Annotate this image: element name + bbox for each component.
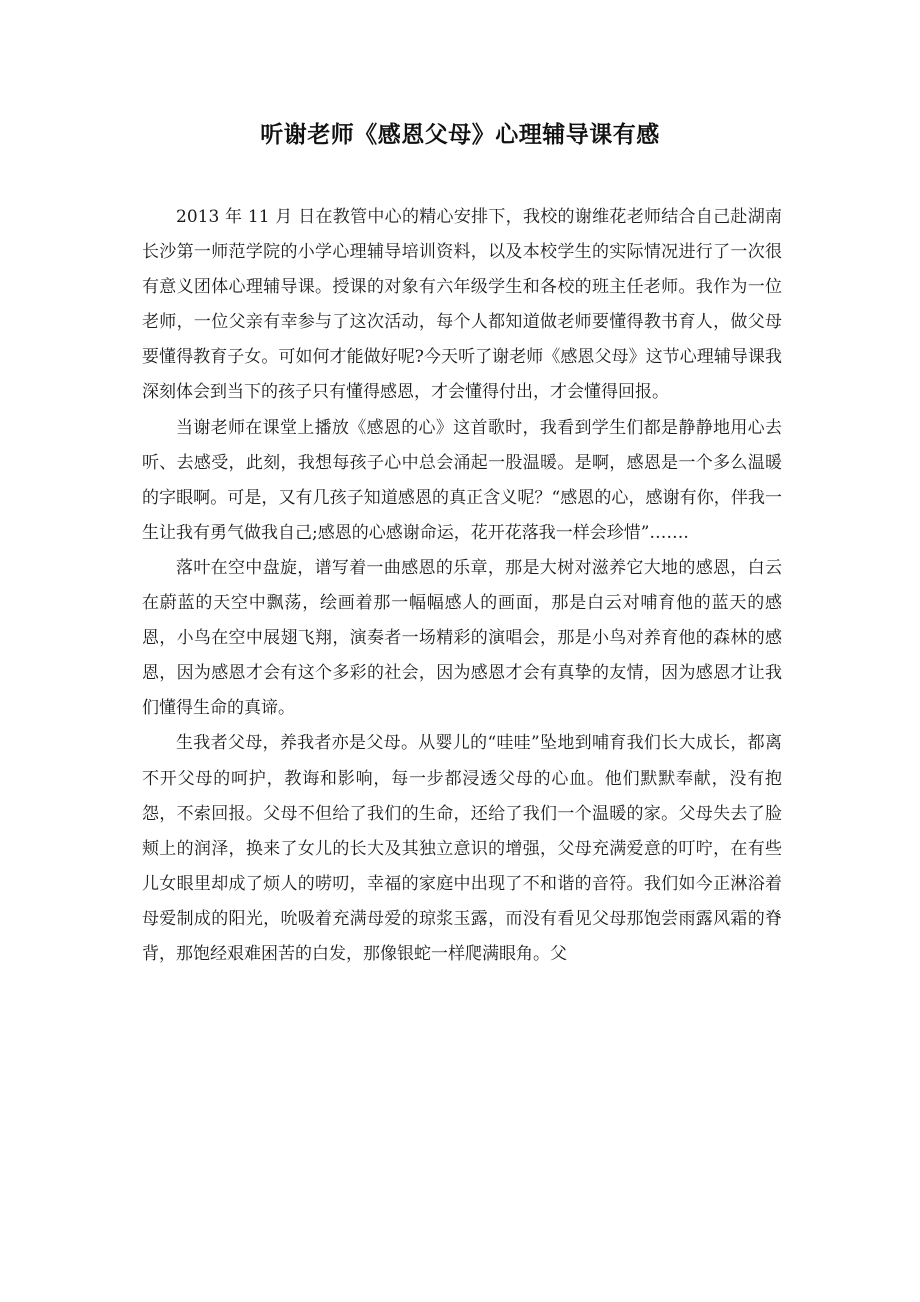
paragraph-4: 生我者父母，养我者亦是父母。从婴儿的“哇哇”坠地到哺育我们长大成长，都离不开父母的呵护，教诲和影响，每一步都浸透父母的心血。他们默默奉献，没有抱怨，不索回报。父母不但给了我们的生命，还给了我们一个温暖的家。父母失去了脸颊上的润泽，换来了女儿的长大及其独立意识的增强，父母充满爱意的叮咛，在有些儿女眼里却成了烦人的唠叨，幸福的家庭中出现了不和谐的音符。我们如今正淋浴着母爱制成的阳光，吮吸着充满母爱的琼浆玉露，而没有看见父母那饱尝雨露风霜的脊背，那饱经艰难困苦的白发，那像银蛇一样爬满眼角。父 [142,733,782,964]
paragraph-3: 落叶在空中盘旋，谱写着一曲感恩的乐章，那是大树对滋养它大地的感恩，白云在蔚蓝的天空中飘荡，绘画着那一幅幅感人的画面，那是白云对哺育他的蓝天的感恩，小鸟在空中展翅飞翔，演奏者一场精彩的演唱会，那是小鸟对养育他的森林的感恩，因为感恩才会有这个多彩的社会，因为感恩才会有真挚的友情，因为感恩才让我们懂得生命的真谛。 [142,557,782,719]
document-title: 听谢老师《感恩父母》心理辅导课有感 [260,121,660,148]
document-body [142,200,782,972]
paragraph-1: 2013 年 11 月 日在教管中心的精心安排下，我校的谢维花老师结合自己赴湖南长沙第一师范学院的小学心理辅导培训资料，以及本校学生的实际情况进行了一次很有意义团体心理辅导课。授课的对象有六年级学生和各校的班主任老师。我作为一位老师，一位父亲有幸参与了这次活动，每个人都知道做老师要懂得教书育人，做父母要懂得教育子女。可如何才能做好呢?今天听了谢老师《感恩父母》这节心理辅导课我深刻体会到当下的孩子只有懂得感恩，才会懂得付出，才会懂得回报。 [142,207,782,403]
paragraph-2: 当谢老师在课堂上播放《感恩的心》这首歌时，我看到学生们都是静静地用心去听、去感受，此刻，我想每孩子心中总会涌起一股温暖。是啊，感恩是一个多么温暖的字眼啊。可是，又有几孩子知道感恩的真正含义呢？“感恩的心，感谢有你，伴我一生让我有勇气做我自己;感恩的心感谢命运，花开花落我一样会珍惜”……. [142,417,782,543]
